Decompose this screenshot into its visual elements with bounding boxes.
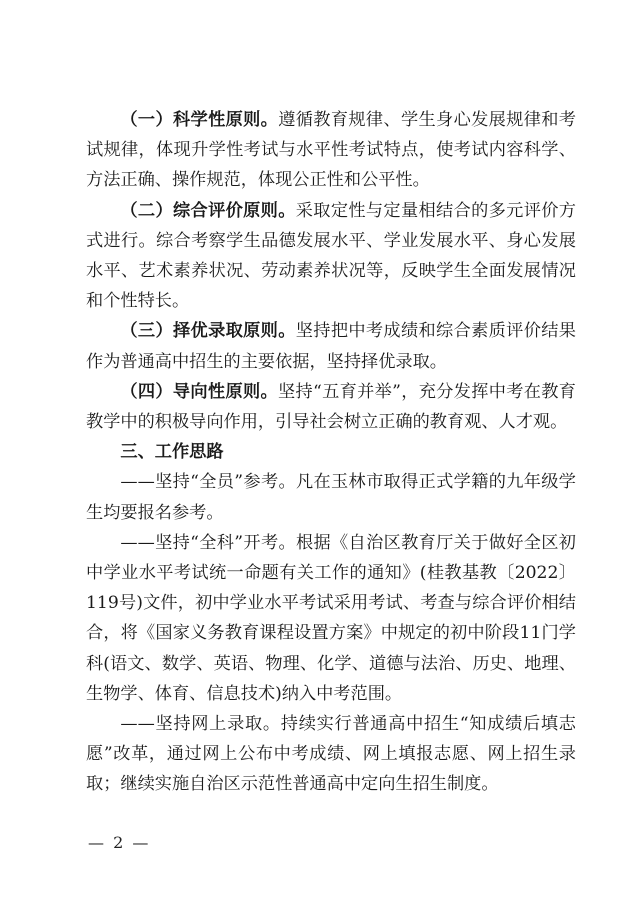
principle-lead: （一）科学性原则。 (120, 110, 279, 130)
principle-text: 坚持“五育并举”，充分发挥中考在教育教学中的积极导向作用，引导社会树立正确的教育观、人才观。 (86, 381, 576, 433)
principle-lead: （四）导向性原则。 (120, 381, 278, 402)
principle-text: 采取定性与定量相结合的多元评价方式进行。综合考察学生品德发展水平、学业发展水平、身心发展水平、艺术素养状况、劳动素养状况等，反映学生全面发展情况和个性特长。 (86, 200, 576, 312)
document-body (86, 105, 576, 800)
work-item-1: ——坚持“全员”参考。凡在玉林市取得正式学籍的九年级学生均要报名参考。 (86, 472, 576, 523)
page-number: — 2 — (88, 833, 151, 852)
section-heading: 三、工作思路 (120, 442, 224, 463)
principle-paragraph-2 (86, 196, 576, 317)
principle-lead: （三）择优录取原则。 (120, 321, 296, 342)
principle-text: 坚持把中考成绩和综合素质评价结果作为普通高中招生的主要依据，坚持择优录取。 (86, 321, 576, 372)
principle-lead: （二）综合评价原则。 (120, 200, 296, 221)
principle-text: 遵循教育规律、学生身心发展规律和考试规律，体现升学性考试与水平性考试特点，使考试内容科学、方法正确、操作规范，体现公正性和公平性。 (86, 110, 576, 191)
principle-paragraph-3 (86, 316, 576, 376)
principle-paragraph-1 (86, 105, 576, 196)
work-item-3: ——坚持网上录取。持续实行普通高中招生“知成绩后填志愿”改革，通过网上公布中考成绩、网上填报志愿、网上招生录取；继续实施自治区示范性普通高中定向生招生制度。 (86, 714, 576, 795)
work-item-2: ——坚持“全科”开考。根据《自治区教育厅关于做好全区初中学业水平考试统一命题有关工作的通知》(桂教基教〔2022〕119号)文件，初中学业水平考试采用考试、考查与综合评价相结合，将《国家义务教育课程设置方案》中规定的初中阶段11门学科(语文、数学、英语、物理、化学、道德与法治、历史、地理、生物学、体育、信息技术)纳入中考范围。 (86, 532, 576, 704)
principle-paragraph-4 (86, 377, 576, 437)
